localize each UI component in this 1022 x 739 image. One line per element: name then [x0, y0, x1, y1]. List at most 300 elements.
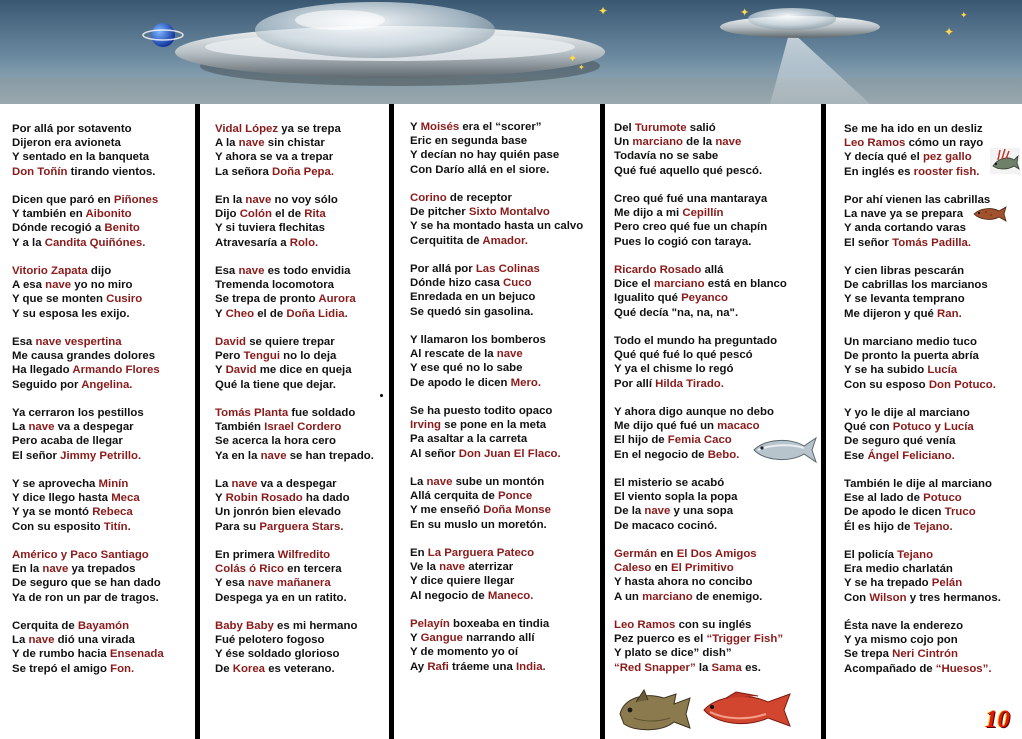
verse-text: va a despegar — [54, 421, 134, 434]
verse-line — [844, 363, 1022, 377]
cabrilla-fish-illustration — [972, 206, 1008, 222]
verse-text: La — [215, 478, 232, 490]
verse-text: De cabrillas los marcianos — [844, 279, 988, 292]
verse-text: Él es hijo de — [844, 520, 914, 533]
stanza — [410, 546, 600, 603]
highlighted-name: Robin Rosado — [225, 492, 303, 505]
verse-text: sin chistar — [264, 137, 325, 150]
verse-text: En la — [12, 563, 43, 576]
verse-text: dió una virada — [54, 634, 135, 647]
verse-text: Acompañado de — [844, 662, 936, 675]
verse-text: cómo un rayo — [905, 137, 984, 150]
verse-text: era el “scorer” — [459, 121, 542, 133]
verse-text: Y cien libras pescarán — [844, 265, 965, 277]
verse-line — [614, 504, 821, 518]
verse-text: Se ha puesto todito opaco — [410, 405, 553, 417]
verse-line — [844, 264, 1022, 278]
verse-text: aterrizar — [465, 561, 514, 574]
verse-line — [614, 405, 821, 419]
verse-line — [12, 136, 195, 150]
highlighted-name: nave — [28, 634, 55, 647]
verse-line — [614, 618, 821, 632]
highlighted-name: nave — [496, 348, 523, 361]
stanza — [614, 547, 821, 604]
verse-line — [614, 291, 821, 305]
verse-text: Ve la — [410, 561, 440, 574]
verse-text: De seguro qué venía — [844, 435, 956, 448]
red-snapper-illustration — [702, 690, 794, 730]
verse-line — [215, 619, 389, 633]
highlighted-name: Neri Cintrón — [892, 648, 958, 661]
verse-line — [12, 150, 195, 164]
verse-text: en tercera — [284, 563, 342, 576]
verse-line — [844, 236, 1022, 250]
verse-text: También — [215, 421, 265, 434]
verse-line — [614, 149, 821, 163]
verse-text: En primera — [215, 549, 278, 561]
verse-line — [614, 220, 821, 234]
verse-text: También le dije al marciano — [844, 478, 992, 490]
verse-text: Por ahí vienen las cabrillas — [844, 194, 991, 206]
stanza — [215, 548, 389, 605]
svg-text:✦: ✦ — [598, 4, 609, 18]
verse-line — [844, 449, 1022, 463]
verse-text: Qué fué aquello qué pescó. — [614, 164, 763, 177]
verse-line — [12, 477, 195, 491]
stanza — [614, 263, 821, 320]
poem-column-1 — [0, 104, 195, 739]
verse-text: Y que se monten — [12, 293, 107, 306]
highlighted-name: Potuco y Lucía — [892, 421, 974, 434]
highlighted-name: Israel Cordero — [264, 421, 342, 434]
verse-line — [844, 591, 1022, 605]
highlighted-name: David — [215, 336, 247, 348]
verse-line — [215, 548, 389, 562]
verse-text: se han trepado. — [286, 449, 374, 462]
verse-text: Esa — [215, 265, 239, 277]
highlighted-name: Piñones — [113, 194, 159, 206]
verse-text: A esa — [12, 279, 46, 292]
verse-text: Y hasta ahora no concibo — [614, 576, 753, 589]
verse-text: Con — [844, 591, 870, 604]
highlighted-name: nave — [28, 421, 55, 434]
verse-text: Dijeron era avioneta — [12, 137, 121, 150]
stanza — [410, 120, 600, 177]
highlighted-name: Baby Baby — [215, 620, 274, 632]
verse-line — [12, 236, 195, 250]
highlighted-name: Rolo. — [289, 236, 319, 249]
verse-text: Con su esposito — [12, 520, 104, 533]
verse-line — [12, 619, 195, 633]
verse-text: Creo qué fué una mantaraya — [614, 193, 768, 205]
verse-line — [410, 631, 600, 645]
verse-text: Todavía no se sabe — [614, 150, 719, 163]
verse-line — [12, 647, 195, 661]
verse-line — [215, 647, 389, 661]
verse-line — [12, 307, 195, 321]
highlighted-name: Femia Caco — [667, 434, 732, 447]
stanza — [844, 335, 1022, 392]
highlighted-name: Korea — [232, 662, 266, 675]
verse-line — [844, 335, 1022, 349]
highlighted-name: Vidal López — [215, 123, 279, 135]
highlighted-name: El Primitivo — [670, 562, 734, 575]
stray-dot — [380, 394, 383, 397]
verse-line — [844, 662, 1022, 676]
verse-text: El misterio se acabó — [614, 477, 725, 489]
highlighted-name: Tengui — [243, 350, 280, 363]
stanza — [215, 335, 389, 392]
verse-text: con su inglés — [675, 619, 752, 631]
highlighted-name: nave — [644, 505, 671, 518]
verse-text: es todo envidia — [264, 265, 351, 277]
verse-line — [410, 489, 600, 503]
verse-line — [410, 361, 600, 375]
verse-text: en — [651, 562, 671, 575]
verse-text: La — [12, 421, 29, 434]
verse-text: está en blanco — [704, 278, 787, 291]
verse-text: ya se trepa — [278, 123, 341, 135]
highlighted-name: “Huesos”. — [935, 662, 992, 675]
verse-text: dijo — [87, 265, 112, 277]
verse-text: Era medio charlatán — [844, 563, 953, 576]
verse-text: En la — [215, 194, 246, 206]
verse-text: Y ya mismo cojo pon — [844, 634, 958, 647]
verse-line — [614, 476, 821, 490]
verse-line — [614, 661, 821, 675]
verse-text: Y si tuviera flechitas — [215, 222, 325, 235]
verse-text: me dice en queja — [256, 364, 352, 377]
verse-text: Y — [410, 121, 421, 133]
stanza — [12, 193, 195, 250]
highlighted-name: Aurora — [318, 293, 356, 306]
highlighted-name: Don Potuco. — [928, 378, 996, 391]
verse-line — [215, 165, 389, 179]
verse-text: Y dice quiere llegar — [410, 575, 515, 588]
highlighted-name: nave — [238, 137, 265, 150]
verse-text: Con Darío allá en el siore. — [410, 163, 550, 176]
verse-text: Tremenda locomotora — [215, 279, 334, 292]
verse-line — [12, 221, 195, 235]
verse-text: Y también en — [12, 208, 86, 221]
verse-text: el de — [271, 208, 305, 221]
verse-text: Y ya se montó — [12, 506, 93, 519]
verse-line — [614, 632, 821, 646]
stanza — [410, 617, 600, 674]
verse-text: Allá cerquita de — [410, 490, 498, 503]
verse-line — [410, 134, 600, 148]
verse-text: Por allá por sotavento — [12, 123, 132, 135]
highlighted-name: Colás ó Rico — [215, 563, 284, 576]
verse-line — [12, 193, 195, 207]
verse-line — [215, 193, 389, 207]
verse-text: Se trepó el amigo — [12, 662, 111, 675]
verse-line — [215, 491, 389, 505]
verse-text: boxeaba en tindia — [449, 618, 550, 630]
highlighted-name: Ensenada — [109, 648, 164, 661]
highlighted-name: Truco — [944, 506, 976, 519]
highlighted-name: Colón — [239, 208, 272, 221]
stanza — [614, 192, 821, 249]
verse-text: El señor — [844, 236, 893, 249]
verse-line — [844, 221, 1022, 235]
verse-line — [12, 491, 195, 505]
verse-text: de receptor — [446, 192, 512, 204]
highlighted-name: Minín — [98, 478, 129, 490]
highlighted-name: “Red Snapper” — [614, 661, 696, 674]
verse-line — [12, 122, 195, 136]
highlighted-name: Rafi — [427, 660, 449, 673]
verse-text: Y ahora digo aunque no debo — [614, 406, 774, 418]
verse-text: Y — [410, 632, 421, 645]
highlighted-name: Cuco — [503, 277, 532, 290]
verse-line — [614, 334, 821, 348]
verse-line — [410, 205, 600, 219]
verse-text: Del — [614, 122, 635, 134]
stanza — [215, 193, 389, 250]
verse-text: Pues lo cogió con taraya. — [614, 235, 752, 248]
highlighted-name: Hilda Tirado. — [655, 377, 724, 390]
verse-line — [410, 404, 600, 418]
verse-text: En el negocio de — [614, 448, 708, 461]
stanza — [410, 191, 600, 248]
verse-text: Y — [215, 307, 226, 320]
highlighted-name: Irving — [410, 419, 442, 432]
highlighted-name: nave — [231, 478, 258, 490]
verse-line — [614, 561, 821, 575]
verse-line — [215, 236, 389, 250]
verse-text: La nave ya se prepara — [844, 208, 964, 221]
verse-line — [410, 191, 600, 205]
verse-line — [410, 645, 600, 659]
verse-line — [12, 520, 195, 534]
highlighted-name: India. — [515, 660, 546, 673]
stanza — [12, 477, 195, 534]
verse-text: yo no miro — [71, 279, 133, 292]
highlighted-name: Moisés — [420, 121, 460, 133]
highlighted-name: Parguera Stars. — [259, 520, 344, 533]
stanza — [844, 548, 1022, 605]
highlighted-name: nave — [245, 194, 272, 206]
verse-line — [12, 292, 195, 306]
highlighted-name: rooster fish. — [913, 165, 980, 178]
stanza — [614, 334, 821, 391]
highlighted-name: Rita — [304, 208, 326, 221]
highlighted-name: Rebeca — [92, 506, 133, 519]
verse-line — [844, 378, 1022, 392]
stanza — [12, 122, 195, 179]
highlighted-name: Candita Quiñónes. — [44, 236, 146, 249]
verse-text: La — [410, 476, 427, 488]
highlighted-name: Doña Monse — [483, 504, 551, 517]
verse-line — [410, 120, 600, 134]
verse-text: y una sopa — [670, 505, 734, 518]
verse-line — [614, 192, 821, 206]
highlighted-name: La Parguera Pateco — [427, 547, 535, 559]
verse-text: Qué qué fué lo qué pescó — [614, 349, 753, 362]
verse-line — [410, 262, 600, 276]
highlighted-name: Sama — [711, 661, 742, 674]
verse-text: En su muslo un moretón. — [410, 518, 547, 531]
verse-line — [215, 207, 389, 221]
highlighted-name: Meca — [111, 492, 140, 505]
highlighted-name: Tejano. — [913, 520, 953, 533]
verse-text: De pronto la puerta abría — [844, 350, 979, 363]
verse-text: Se quedó sin gasolina. — [410, 305, 534, 318]
highlighted-name: Ángel Feliciano. — [867, 449, 955, 462]
verse-text: Y a la — [12, 236, 45, 249]
svg-text:✦: ✦ — [960, 11, 968, 21]
highlighted-name: Ponce — [498, 490, 533, 503]
verse-text: se quiere trepar — [246, 336, 335, 348]
verse-line — [215, 406, 389, 420]
verse-text: es mi hermano — [273, 620, 358, 632]
verse-line — [12, 335, 195, 349]
verse-text: y tres hermanos. — [906, 591, 1001, 604]
highlighted-name: Gangue — [420, 632, 463, 645]
stanza — [844, 406, 1022, 463]
verse-text: Y anda cortando varas — [844, 222, 966, 235]
verse-text: Y se ha subido — [844, 364, 928, 377]
verse-text: tirando vientos. — [67, 165, 156, 178]
verse-text: Ese al lado de — [844, 492, 924, 505]
highlighted-name: Benito — [104, 222, 140, 235]
highlighted-name: Ricardo Rosado — [614, 264, 702, 276]
verse-line — [844, 505, 1022, 519]
highlighted-name: Américo y Paco Santiago — [12, 549, 149, 561]
svg-text:✦: ✦ — [944, 25, 955, 39]
verse-text: Un marciano medio tuco — [844, 336, 977, 348]
highlighted-name: nave — [426, 476, 453, 488]
highlighted-name: nave vespertina — [35, 336, 122, 348]
verse-text: Y su esposa les exijo. — [12, 307, 130, 320]
highlighted-name: Don Toñín — [12, 165, 68, 178]
stanza — [215, 477, 389, 534]
stanza — [844, 619, 1022, 676]
highlighted-name: Angelina. — [81, 378, 133, 391]
verse-text: Atravesaría a — [215, 236, 290, 249]
verse-text: Me dijo a mi — [614, 207, 683, 220]
verse-line — [12, 378, 195, 392]
verse-line — [215, 562, 389, 576]
verse-line — [215, 662, 389, 676]
verse-text: Se acerca la hora cero — [215, 435, 336, 448]
stanza — [215, 264, 389, 321]
verse-text: Y decían no hay quién pase — [410, 149, 560, 162]
verse-line — [410, 333, 600, 347]
highlighted-name: nave — [439, 561, 466, 574]
highlighted-name: Cusiro — [106, 293, 143, 306]
verse-text: De — [215, 662, 233, 675]
highlighted-name: Fon. — [110, 662, 135, 675]
verse-text: Y dice llego hasta — [12, 492, 112, 505]
verse-line — [410, 503, 600, 517]
highlighted-name: macaco — [717, 420, 760, 433]
verse-line — [614, 263, 821, 277]
verse-text: De apodo le dicen — [844, 506, 945, 519]
stanza — [410, 475, 600, 532]
verse-text: salió — [686, 122, 716, 134]
highlighted-name: Amador. — [482, 234, 528, 247]
stanza — [410, 333, 600, 390]
verse-text: en — [657, 548, 677, 560]
verse-text: Me dijeron y qué — [844, 307, 938, 320]
verse-text: ya trepados — [68, 563, 136, 576]
verse-text: Ya cerraron los pestillos — [12, 407, 144, 419]
verse-line — [410, 574, 600, 588]
verse-line — [215, 150, 389, 164]
verse-line — [410, 518, 600, 532]
rooster-fish-illustration — [990, 148, 1020, 174]
highlighted-name: nave mañanera — [247, 577, 331, 590]
verse-text: Un jonrón bien elevado — [215, 506, 341, 519]
poem-column-2 — [200, 104, 389, 739]
verse-text: El señor — [12, 449, 61, 462]
highlighted-name: Bayamón — [77, 620, 130, 632]
stanza — [12, 619, 195, 676]
verse-text: Y se ha trepado — [844, 577, 932, 590]
verse-text: Se trepa de pronto — [215, 293, 319, 306]
verse-line — [614, 519, 821, 533]
stanza — [215, 406, 389, 463]
verse-line — [410, 376, 600, 390]
stanza — [12, 335, 195, 392]
verse-line — [215, 505, 389, 519]
highlighted-name: marciano — [632, 136, 684, 149]
verse-text: Pero creo qué fue un chapín — [614, 221, 768, 234]
highlighted-name: Wilfredito — [277, 549, 331, 561]
stanza — [614, 476, 821, 533]
verse-text: Y — [215, 364, 226, 377]
verse-text: Dónde recogió a — [12, 222, 105, 235]
tarpon-fish-illustration — [752, 434, 818, 466]
svg-text:✦: ✦ — [740, 6, 750, 19]
verse-text: Y me enseñó — [410, 504, 484, 517]
verse-text: Ya en la — [215, 449, 261, 462]
verse-line — [215, 264, 389, 278]
verse-line — [614, 348, 821, 362]
verse-text: Seguido por — [12, 378, 82, 391]
verse-text: Eric en segunda base — [410, 135, 528, 148]
highlighted-name: Cepillín — [682, 207, 724, 220]
verse-text: Despega ya en un ratito. — [215, 591, 347, 604]
verse-line — [844, 420, 1022, 434]
verse-text: Y yo le dije al marciano — [844, 407, 970, 419]
verse-line — [410, 447, 600, 461]
verse-line — [410, 219, 600, 233]
verse-text: Y se levanta temprano — [844, 293, 965, 306]
verse-line — [844, 619, 1022, 633]
verse-text: De pitcher — [410, 206, 469, 219]
verse-line — [614, 547, 821, 561]
highlighted-name: Lucía — [927, 364, 958, 377]
verse-text: Y llamaron los bomberos — [410, 334, 546, 346]
highlighted-name: marciano — [642, 590, 693, 603]
verse-text: Y ése soldado glorioso — [215, 648, 340, 661]
verse-line — [614, 277, 821, 291]
verse-text: Y se ha montado hasta un calvo — [410, 220, 584, 233]
highlighted-name: Corino — [410, 192, 447, 204]
verse-text: Qué con — [844, 421, 893, 434]
verse-line — [844, 647, 1022, 661]
verse-line — [844, 633, 1022, 647]
verse-line — [410, 546, 600, 560]
verse-line — [410, 589, 600, 603]
highlighted-name: Vitorio Zapata — [12, 265, 88, 277]
verse-text: De seguro que se han dado — [12, 577, 161, 590]
verse-line — [844, 477, 1022, 491]
highlighted-name: pez gallo — [922, 151, 972, 164]
